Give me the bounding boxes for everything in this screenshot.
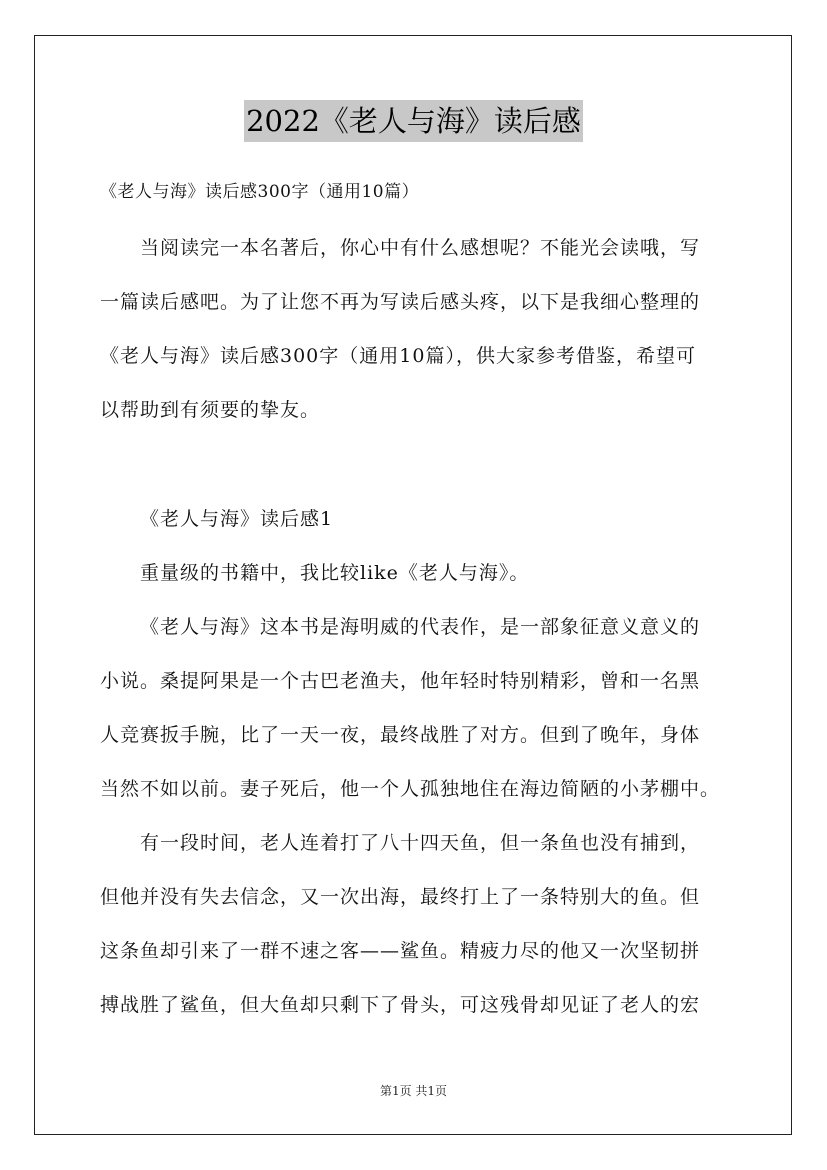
paragraph-1: 重量级的书籍中，我比较like《老人与海》。 xyxy=(140,562,530,584)
paragraph-2-line-4: 当然不如以前。妻子死后，他一个人孤独地住在海边简陋的小茅棚中。 xyxy=(100,778,721,800)
paragraph-2-line-2: 小说。桑提阿果是一个古巴老渔夫，他年轻时特别精彩，曾和一名黑 xyxy=(100,670,701,692)
section-heading: 《老人与海》读后感1 xyxy=(140,508,334,530)
intro-line-1: 当阅读完一本名著后，你心中有什么感想呢？不能光会读哦，写 xyxy=(140,237,701,259)
paragraph-2-line-3: 人竞赛扳手腕，比了一天一夜，最终战胜了对方。但到了晚年，身体 xyxy=(100,724,701,746)
paragraph-2-line-1: 《老人与海》这本书是海明威的代表作，是一部象征意义意义的 xyxy=(140,616,701,638)
intro-line-3: 《老人与海》读后感300字（通用10篇），供大家参考借鉴，希望可 xyxy=(100,345,696,367)
paragraph-3-line-1: 有一段时间，老人连着打了八十四天鱼，但一条鱼也没有捕到， xyxy=(140,832,701,854)
title-container xyxy=(0,100,827,142)
document-subtitle: 《老人与海》读后感300字（通用10篇） xyxy=(100,182,420,202)
paragraph-3-line-3: 这条鱼却引来了一群不速之客——鲨鱼。精疲力尽的他又一次坚韧拼 xyxy=(100,940,701,962)
page-number-footer: 第1页 共1页 xyxy=(379,1084,448,1098)
paragraph-3-line-2: 但他并没有失去信念，又一次出海，最终打上了一条特别大的鱼。但 xyxy=(100,886,701,908)
intro-line-2: 一篇读后感吧。为了让您不再为写读后感头疼，以下是我细心整理的 xyxy=(100,291,701,313)
paragraph-3-line-4: 搏战胜了鲨鱼，但大鱼却只剩下了骨头，可这残骨却见证了老人的宏 xyxy=(100,994,701,1016)
document-title: 2022《老人与海》读后感 xyxy=(244,100,583,142)
intro-line-4: 以帮助到有须要的挚友。 xyxy=(100,399,321,421)
